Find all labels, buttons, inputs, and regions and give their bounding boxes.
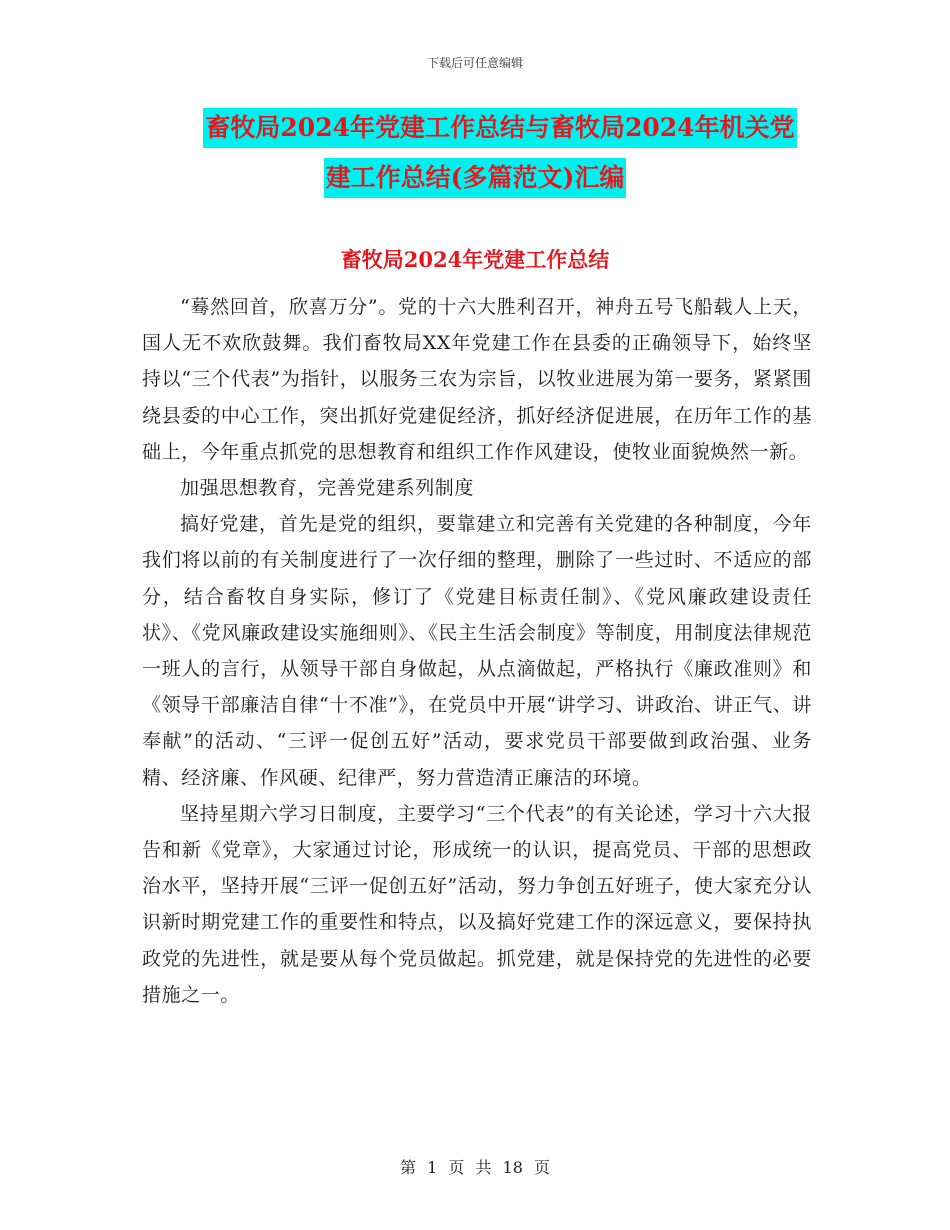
paragraph-heading: 加强思想教育，完善党建系列制度 — [180, 477, 475, 500]
page-footer: 第 1 页 共 18 页 — [400, 1158, 550, 1177]
document-title — [0, 108, 950, 208]
body-text — [142, 289, 812, 1013]
paragraph: 坚持星期六学习日制度，主要学习“三个代表”的有关论述，学习十六大报告和新《党章》，大家通过讨论，形成统一的认识，提高党员、干部的思想政治水平，坚持开展“三评一促创五好”活动，努力争创五好班子，使大家充分认识新时期党建工作的重要性和特点，以及搞好党建工作的深远意义，要保持执政党的先进性，就是要从每个党员做起。抓党建，就是保持党的先进性的必要措施之一。 — [142, 802, 812, 1006]
paragraph: 搞好党建，首先是党的组织，要靠建立和完善有关党建的各种制度，今年我们将以前的有关制度进行了一次仔细的整理，删除了一些过时、不适应的部分，结合畜牧自身实际，修订了《党建目标责任制》、《党风廉政建设责任状》、《党风廉政建设实施细则》、《民主生活会制度》等制度，用制度法律规范一班人的言行，从领导干部自身做起，从点滴做起，严格执行《廉政准则》和《领导干部廉洁自律“十不准”》，在党员中开展“讲学习、讲政治、讲正气、讲奉献”的活动、“三评一促创五好”活动，要求党员干部要做到政治强、业务精、经济廉、作风硬、纪律严，努力营造清正廉洁的环境。 — [142, 513, 812, 789]
page-header-note: 下载后可任意编辑 — [426, 56, 523, 70]
document-title-line-2: 建工作总结(多篇范文)汇编 — [324, 158, 627, 198]
paragraph: “蓦然回首，欣喜万分”。党的十六大胜利召开，神舟五号飞船载人上天，国人无不欢欣鼓舞。我们畜牧局XX年党建工作在县委的正确领导下，始终坚持以“三个代表”为指针，以服务三农为宗旨，以牧业进展为第一要务，紧紧围绕县委的中心工作，突出抓好党建促经济，抓好经济促进展，在历年工作的基础上，今年重点抓党的思想教育和组织工作作风建设，使牧业面貌焕然一新。 — [142, 296, 812, 463]
section-title: 畜牧局2024年党建工作总结 — [340, 247, 610, 272]
document-title-line-1: 畜牧局2024年党建工作总结与畜牧局2024年机关党 — [203, 108, 796, 148]
